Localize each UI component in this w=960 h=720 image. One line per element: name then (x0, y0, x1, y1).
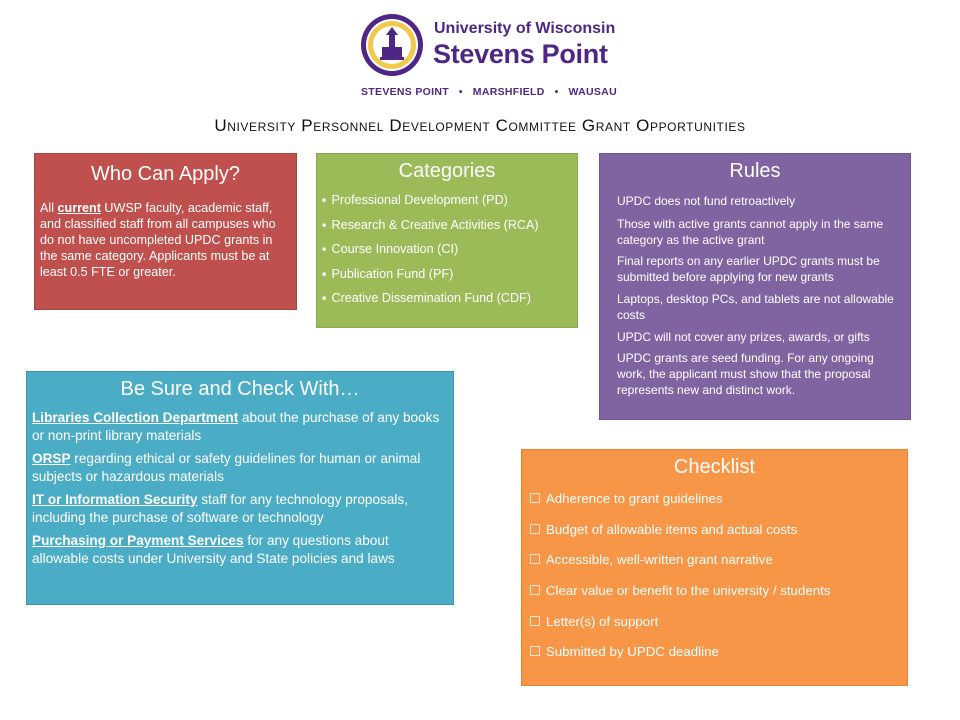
university-logo (360, 13, 620, 79)
rules-heading: Rules (729, 160, 781, 182)
checklist-item[interactable]: ☐ Clear value or benefit to the university / students (529, 583, 907, 614)
campus-name: WAUSAU (568, 86, 617, 98)
purchasing-services-link[interactable]: Purchasing or Payment Services (32, 533, 244, 548)
rules-box (599, 153, 911, 420)
categories-heading: Categories (398, 160, 496, 182)
categories-box (316, 153, 578, 328)
campus-separator: • (458, 86, 463, 98)
university-seal-icon (360, 13, 424, 77)
check-with-list (32, 409, 447, 568)
check-with-item (32, 532, 447, 568)
rule-item: UPDC grants are seed funding. For any ongoing work, the applicant must show that the proposal represents new and distinct work. (617, 351, 874, 397)
who-emphasis: current (57, 201, 101, 215)
check-with-item (32, 450, 447, 486)
checklist-item[interactable]: ☐ Letter(s) of support (529, 614, 907, 645)
checklist-item[interactable]: ☐ Budget of allowable items and actual costs (529, 522, 907, 553)
checklist-heading: Checklist (673, 456, 756, 478)
category-item: ▪ Professional Development (PD) (322, 193, 577, 218)
check-with-item-text: for any questions about allowable costs under University and State policies and laws (32, 533, 395, 566)
campus-list (361, 86, 617, 98)
who-can-apply-text (40, 200, 290, 280)
check-with-heading: Be Sure and Check With… (120, 378, 360, 400)
university-name-line2: Stevens Point (433, 39, 608, 69)
rules-list (617, 194, 902, 399)
checklist-item[interactable]: ☐ Submitted by UPDC deadline (529, 644, 907, 675)
it-security-link[interactable]: IT or Information Security (32, 492, 198, 507)
campus-name: MARSHFIELD (472, 86, 545, 98)
category-item: ▪ Research & Creative Activities (RCA) (322, 218, 577, 243)
category-item: ▪ Publication Fund (PF) (322, 267, 577, 292)
check-with-item-text: about the purchase of any books or non-print library materials (32, 410, 440, 443)
page-title: University Personnel Development Committee Grant Opportunities (214, 116, 746, 135)
libraries-collection-link[interactable]: Libraries Collection Department (32, 410, 239, 425)
campus-name: STEVENS POINT (361, 86, 449, 98)
orsp-link[interactable]: ORSP (32, 451, 71, 466)
check-with-box (26, 371, 454, 605)
university-name-line1: University of Wisconsin (434, 20, 616, 37)
who-text-after: UWSP faculty, academic staff, and classified staff from all campuses who do not have uncompleted UPDC grants in the same category. Applicants must be at least 0.5 FTE or greater. (40, 201, 276, 279)
check-with-item-text: regarding ethical or safety guidelines for human or animal subjects or hazardous materials (32, 451, 421, 484)
check-with-item (32, 409, 447, 445)
checklist-item[interactable]: ☐ Accessible, well-written grant narrative (529, 552, 907, 583)
rule-item: Laptops, desktop PCs, and tablets are not allowable costs (617, 291, 894, 322)
rule-item: UPDC does not fund retroactively (617, 194, 796, 208)
checklist-box (521, 449, 908, 686)
check-with-item-text: staff for any technology proposals, including the purchase of software or technology (32, 492, 408, 525)
checklist-item[interactable]: ☐ Adherence to grant guidelines (529, 491, 907, 522)
who-can-apply-heading: Who Can Apply? (91, 163, 240, 185)
who-can-apply-box (34, 153, 297, 310)
campus-separator: • (554, 86, 559, 98)
rule-item: UPDC will not cover any prizes, awards, or gifts (617, 329, 870, 344)
rule-item: Final reports on any earlier UPDC grants must be submitted before applying for new grants (617, 254, 880, 285)
checklist-list (529, 491, 907, 675)
category-item: ▪ Creative Dissemination Fund (CDF) (322, 291, 577, 316)
rule-item: Those with active grants cannot apply in the same category as the active grant (617, 216, 884, 247)
check-with-item (32, 491, 447, 527)
who-text-before: All (40, 201, 58, 215)
categories-list (322, 193, 577, 316)
category-item: ▪ Course Innovation (CI) (322, 242, 577, 267)
